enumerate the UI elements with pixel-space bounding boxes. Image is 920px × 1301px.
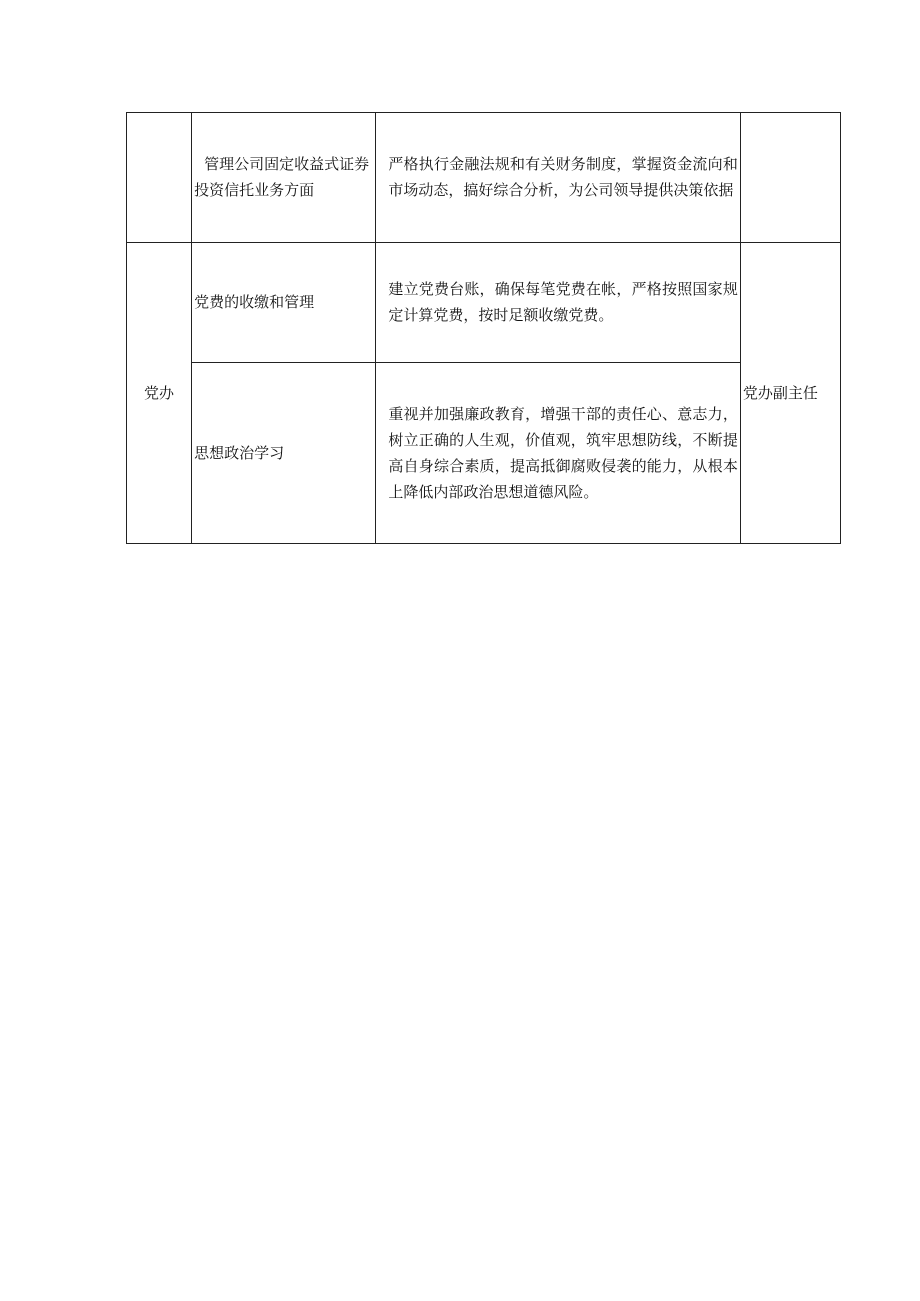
department-cell (127, 113, 192, 243)
owner-cell-party-office: 党办副主任 (740, 242, 840, 543)
item-cell: 管理公司固定收益式证券投资信托业务方面 (192, 113, 376, 243)
table-row (127, 242, 841, 362)
measure-cell: 重视并加强廉政教育，增强干部的责任心、意志力，树立正确的人生观，价值观，筑牢思想防线，不断提高自身综合素质，提高抵御腐败侵袭的能力，从根本上降低内部政治思想道德风险。 (376, 362, 741, 543)
measure-cell: 严格执行金融法规和有关财务制度，掌握资金流向和市场动态，搞好综合分析，为公司领导提供决策依据 (376, 113, 741, 243)
table-row (127, 362, 841, 543)
owner-cell (740, 113, 840, 243)
item-cell: 党费的收缴和管理 (192, 242, 376, 362)
table-row (127, 113, 841, 243)
department-cell-party-office: 党办 (127, 242, 192, 543)
item-cell: 思想政治学习 (192, 362, 376, 543)
responsibility-table (126, 112, 841, 544)
measure-cell: 建立党费台账，确保每笔党费在帐，严格按照国家规定计算党费，按时足额收缴党费。 (376, 242, 741, 362)
